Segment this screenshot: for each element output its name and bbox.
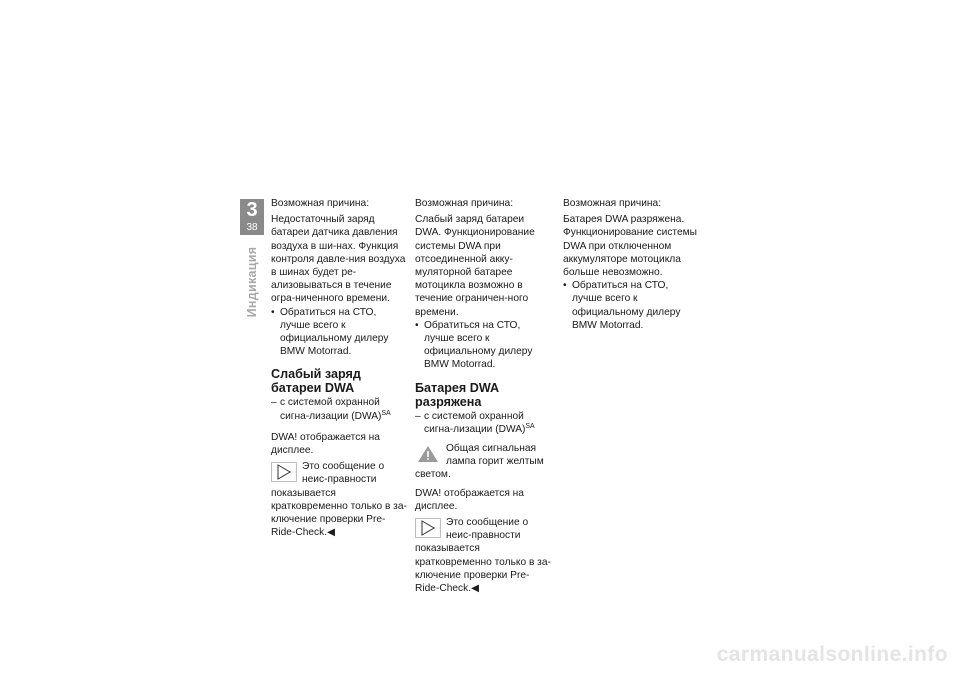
bullet-text: Обратиться на СТО, лучше всего к официальному дилеру BMW Motorrad. [424, 319, 533, 371]
equipment-note [415, 410, 553, 436]
notice-text: Это сообщение о неис-правности показывается кратковременно только в за-ключение проверки Pre-Ride-Check. [271, 461, 407, 539]
warning-text: Общая сигнальная лампа горит желтым светом. [415, 443, 544, 481]
equipment-code: SA [381, 409, 391, 417]
notice-block [415, 516, 553, 595]
bullet-item [563, 279, 701, 332]
equipment-text: с системой охранной сигна-лизации (DWA) [424, 410, 526, 435]
display-text: DWA! отображается на дисплее. [415, 487, 524, 512]
notice-text: Это сообщение о неис-правности показывается кратковременно только в за-ключение проверки Pre-Ride-Check. [415, 517, 551, 595]
text-column-3 [563, 197, 701, 332]
cause-label: Возможная причина: [415, 198, 514, 209]
dash-marker: – [415, 410, 421, 422]
section-side-label: Индикация [245, 246, 259, 318]
dash-marker: – [271, 397, 277, 409]
text-column-2 [415, 197, 553, 595]
equipment-text: с системой охранной сигна-лизации (DWA) [280, 397, 382, 422]
chapter-number: 3 [246, 199, 258, 221]
warning-triangle-icon [415, 444, 441, 464]
display-text: DWA! отображается на дисплее. [271, 431, 380, 457]
cause-text: Слабый заряд батареи DWA. Функционирование системы DWA при отсоединенной акку-муляторной батарее мотоцикла возможно в течение ограничен-ного времени. [415, 214, 535, 318]
cause-text: Недостаточный заряд батареи датчика давления воздуха в ши-нах. Функция контроля давле-ния воздуха в шинах будет ре-ализовываться в течение огра-ниченного времени. [271, 214, 406, 305]
play-triangle-icon [415, 518, 441, 538]
text-column-1 [271, 197, 409, 539]
watermark [690, 642, 950, 671]
cause-label: Возможная причина: [563, 198, 662, 209]
bullet-marker: • [415, 319, 419, 331]
bullet-item [415, 319, 553, 372]
end-mark: ◀ [327, 527, 335, 539]
notice-block [271, 460, 409, 539]
end-mark: ◀ [471, 583, 479, 595]
cause-label: Возможная причина: [271, 198, 370, 209]
bullet-text: Обратиться на СТО, лучше всего к официальному дилеру BMW Motorrad. [280, 306, 389, 358]
watermark-text: carmanualsonline.info [716, 643, 948, 666]
bullet-marker: • [271, 306, 275, 318]
warning-block [415, 442, 553, 482]
chapter-tab [240, 199, 264, 235]
play-triangle-icon [271, 462, 297, 482]
bullet-text: Обратиться на СТО, лучше всего к официальному дилеру BMW Motorrad. [572, 280, 681, 331]
bullet-item [271, 306, 409, 359]
page-number: 38 [246, 222, 258, 233]
cause-text: Батарея DWA разряжена. Функционирование системы DWA при отключенном аккумуляторе мотоцикла больше невозможно. [563, 214, 697, 279]
section-heading: Слабый заряд батареи DWA [271, 367, 361, 396]
equipment-code: SA [525, 422, 535, 430]
equipment-note [271, 396, 409, 422]
bullet-marker: • [563, 280, 567, 292]
section-heading: Батарея DWA разряжена [415, 380, 499, 409]
